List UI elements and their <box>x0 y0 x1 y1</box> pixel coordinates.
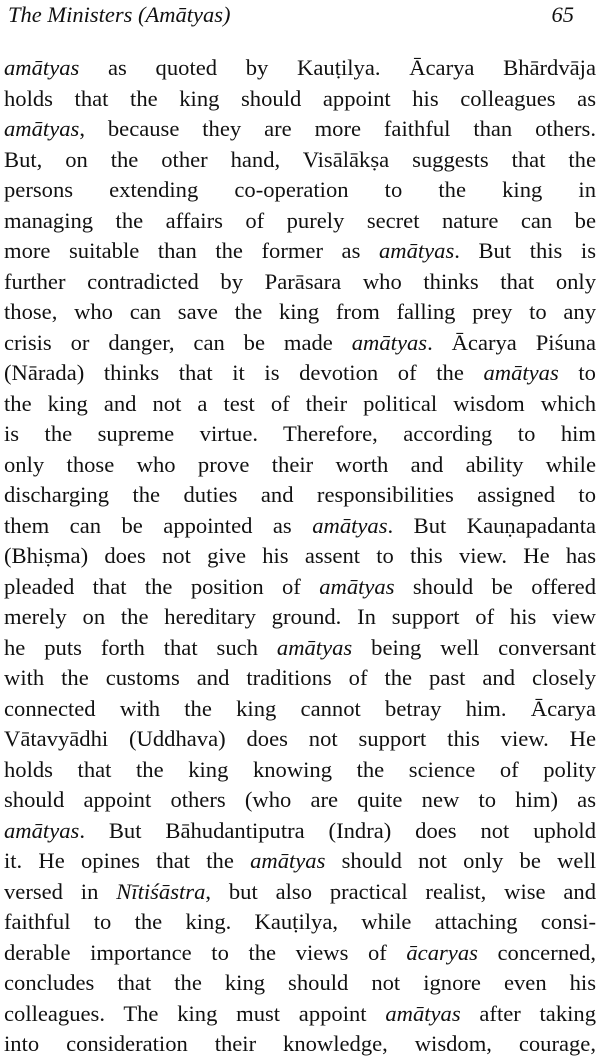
text-line <box>4 267 596 298</box>
text-run: should appoint others (who are quite new to him) as <box>4 787 596 812</box>
text-line <box>4 53 596 84</box>
text-line <box>4 968 596 999</box>
text-run: being well conversant <box>352 634 596 660</box>
italic-term: amātyas <box>483 360 559 385</box>
text-run: into consideration their knowledge, wisdom, courage, <box>4 1031 596 1056</box>
text-line <box>4 541 596 572</box>
text-run: is the supreme virtue. Therefore, according to him <box>4 421 596 446</box>
text-line <box>4 694 596 725</box>
text-run: to <box>558 360 596 385</box>
text-run: colleagues. The king must appoint <box>4 1000 386 1026</box>
text-line <box>4 938 596 969</box>
text-line <box>4 846 596 877</box>
text-run: faithful to the king. Kauṭilya, while attaching consi- <box>4 909 596 934</box>
text-run: more suitable than the former as <box>4 238 379 263</box>
italic-term: amātyas <box>312 512 388 538</box>
text-run: (Nārada) thinks that it is devotion of the <box>4 360 484 385</box>
text-run: only those who prove their worth and ability while <box>4 451 596 477</box>
text-run: as quoted by Kauṭilya. Ācarya Bhārdvāja <box>79 55 596 80</box>
text-line <box>4 572 596 603</box>
running-title: The Ministers (Amātyas) <box>8 2 231 27</box>
text-run: further contradicted by Parāsara who thinks that only <box>4 268 596 294</box>
text-line <box>4 999 596 1030</box>
text-run: , but also practical realist, wise and <box>205 878 596 904</box>
text-line <box>4 1029 596 1060</box>
page-number: 65 <box>551 2 574 27</box>
text-run: , because they are more faithful than others. <box>79 116 596 141</box>
text-line <box>4 724 596 755</box>
text-run: concludes that the king should not ignore even his <box>4 970 596 995</box>
text-run: those, who can save the king from falling prey to any <box>4 299 596 324</box>
body-paragraph <box>4 53 596 1060</box>
running-head <box>4 0 596 40</box>
text-line <box>4 145 596 176</box>
text-run: merely on the hereditary ground. In support of his view <box>4 604 596 629</box>
text-run: . Ācarya Piśuna <box>427 329 596 355</box>
text-run: with the customs and traditions of the past and closely <box>4 665 596 690</box>
text-run: crisis or danger, can be made <box>4 329 352 355</box>
text-run: concerned, <box>477 939 596 965</box>
text-line <box>4 511 596 542</box>
text-line <box>4 206 596 237</box>
text-run: persons extending co-operation to the king in <box>4 177 596 202</box>
italic-term: amātyas <box>319 573 395 599</box>
text-line <box>4 602 596 633</box>
italic-term: Nītiśāstra <box>116 878 206 904</box>
text-run: connected with the king cannot betray him. Ācarya <box>4 695 596 721</box>
text-run: managing the affairs of purely secret nature can be <box>4 207 596 233</box>
text-run: . But Kauṇapadanta <box>387 512 596 538</box>
text-line <box>4 297 596 328</box>
text-line <box>4 236 596 267</box>
text-run: (Bhiṣma) does not give his assent to this view. He has <box>4 543 596 568</box>
text-line <box>4 419 596 450</box>
italic-term: amātyas <box>378 238 455 263</box>
text-run: versed in <box>4 878 117 904</box>
italic-term: amātyas <box>385 1000 461 1026</box>
italic-term: amātyas <box>4 55 80 80</box>
text-run: should not only be well <box>325 848 596 873</box>
text-line <box>4 84 596 115</box>
italic-term: amātyas <box>276 634 353 660</box>
text-line <box>4 785 596 816</box>
text-line <box>4 389 596 420</box>
text-run: after taking <box>460 1000 596 1026</box>
text-line <box>4 450 596 481</box>
text-line <box>4 633 596 664</box>
text-run: the king and not a test of their political wisdom which <box>4 390 596 416</box>
text-run: holds that the king should appoint his colleagues as <box>4 85 596 111</box>
text-run: pleaded that the position of <box>4 573 320 599</box>
italic-term: amātyas <box>4 817 80 843</box>
text-line <box>4 358 596 389</box>
text-run: derable importance to the views of <box>4 939 407 965</box>
text-run: it. He opines that the <box>4 848 251 873</box>
text-run: . But Bāhudantiputra (Indra) does not uphold <box>79 817 596 843</box>
text-run: should be offered <box>394 573 596 599</box>
text-run: discharging the duties and responsibilities assigned to <box>4 482 596 507</box>
text-line <box>4 480 596 511</box>
italic-term: amātyas <box>4 116 80 141</box>
text-run: But, on the other hand, Visālākṣa suggests that the <box>4 146 596 172</box>
text-run: holds that the king knowing the science of polity <box>4 756 596 782</box>
text-run: them can be appointed as <box>4 512 313 538</box>
text-line <box>4 907 596 938</box>
text-run: Vātavyādhi (Uddhava) does not support this view. He <box>4 726 596 751</box>
text-run: . But this is <box>454 238 596 263</box>
italic-term: amātyas <box>351 329 428 355</box>
text-line <box>4 328 596 359</box>
italic-term: ācaryas <box>406 939 478 965</box>
text-line <box>4 755 596 786</box>
text-line <box>4 175 596 206</box>
text-line <box>4 877 596 908</box>
italic-term: amātyas <box>250 848 326 873</box>
text-line <box>4 114 596 145</box>
text-run: he puts forth that such <box>4 634 277 660</box>
text-line <box>4 816 596 847</box>
text-line <box>4 663 596 694</box>
